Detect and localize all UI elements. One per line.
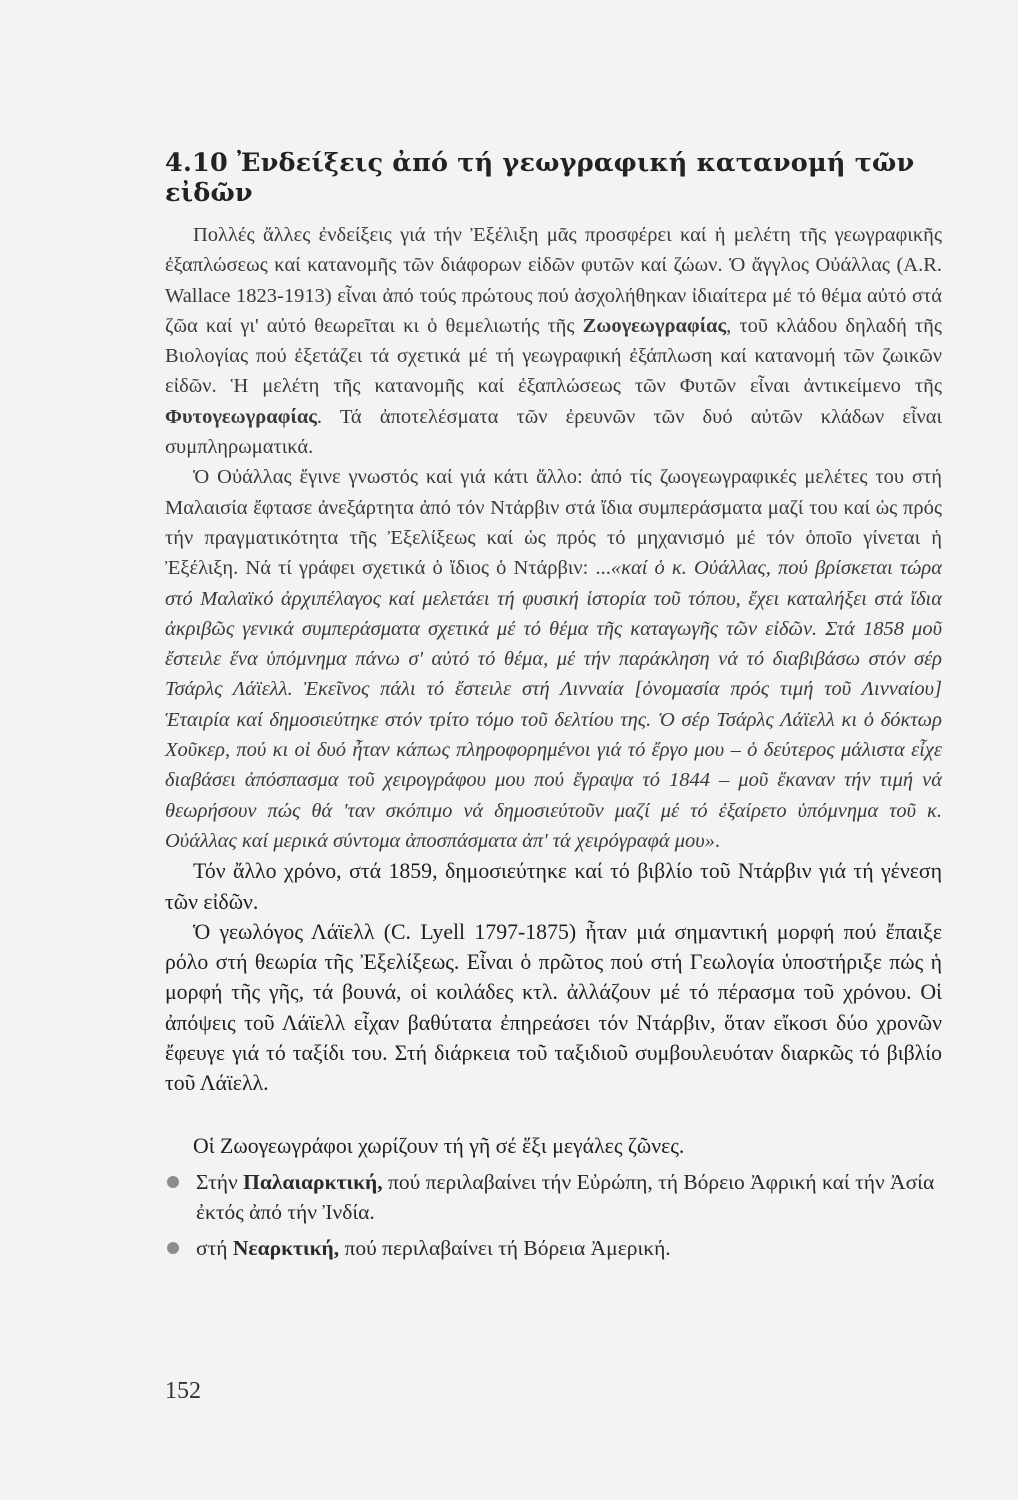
page-number: 152 <box>165 1378 201 1404</box>
term-phytogeography: Φυτογεωγραφίας <box>165 405 317 428</box>
bullet-post: πού περιλαβαίνει τή Βόρεια Ἀμερική. <box>339 1235 671 1260</box>
paragraph-wallace-quote <box>165 462 942 856</box>
bullet-nearctic <box>165 1233 942 1263</box>
bullet-dot-icon <box>167 1176 179 1188</box>
bullet-text <box>196 1233 671 1263</box>
p2-text: Ὁ Οὐάλλας ἔγινε γνωστός καί γιά κάτι ἄλλο: ἀπό τίς ζωογεωγραφικές μελέτες του στή Μαλαισία ἔφτασε ἀνεξάρτητα ἀπό τόν Ντάρβιν στά ἴδια συμπεράσματα μαζί του καί ὡς πρός τήν πραγματικότητα τῆς Ἐξελίξεως καί ὡς πρός τό μηχανισμό μέ τόν ὁποῖο γίνεται ἡ Ἐξέλιξη. Νά τί γράφει σχετικά ὁ ἴδιος ὁ Ντάρβιν: ... <box>165 466 942 580</box>
darwin-quote: «καί ὁ κ. Οὐάλλας, πού βρίσκεται τώρα στό Μαλαϊκό ἀρχιπέλαγος καί μελετάει τή φυσική ἱστορία τοῦ τόπου, ἔχει καταλήξει στά ἴδια ἀκριβῶς γενικά συμπεράσματα σχετικά μέ τό θέμα τῆς καταγωγῆς τῶν εἰδῶν. Στά 1858 μοῦ ἔστειλε ἕνα ὑπόμνημα πάνω σ' αὐτό τό θέμα, μέ τήν παράκληση νά τό διαβιβάσω στόν σέρ Τσάρλς Λάϊελλ. Ἐκεῖνος πάλι τό ἔστειλε στή Λινναία [ὀνομασία πρός τιμή τοῦ Λινναίου] Ἑταιρία καί δημοσιεύτηκε στόν τρίτο τόμο τοῦ δελτίου της. Ὁ σέρ Τσάρλς Λάϊελλ κι ὁ δόκτωρ Χοῦκερ, πού κι οἱ δυό ἦταν κάπως πληροφορημένοι γιά τό ἔργο μου – ὁ δεύτερος μάλιστα εἶχε διαβάσει ἀπόσπασμα τοῦ χειρογράφου μου πού ἔγραψα τό 1844 – μοῦ ἔκαναν τήν τιμή νά θεωρήσουν πώς θά 'ταν σκόπιμο νά δημοσιεύτοῦν μαζί μέ τό ἐξαίρετο ὑπόμνημα τοῦ κ. Οὐάλλας καί μερικά σύντομα ἀποσπάσματα ἀπ' τά χειρόγραφά μου» <box>165 557 943 852</box>
term-palearctic: Παλαιαρκτική, <box>243 1169 383 1194</box>
bullet-post: πού περιλαβαίνει τήν Εὐρώπη, τή Βόρειο Ἀφρική καί τήν Ἀσία ἐκτός ἀπό τήν Ἰνδία. <box>196 1169 935 1224</box>
section-title: 4.10 Ἐνδείξεις ἀπό τή γεωγραφική κατανομή τῶν εἰδῶν <box>165 148 915 208</box>
bullet-text <box>196 1167 942 1227</box>
p1-text-c: , τοῦ κλάδου δηλαδή τῆς Βιολογίας πού ἐξετάζει τά σχετικά μέ τή γεωγραφική ἐξάπλωση καί κατανομή τῶν ζωικῶν εἰδῶν. Ἡ μελέτη τῆς κατανομῆς καί ἐξαπλώσεως τῶν Φυτῶν εἶναι ἀντικείμενο τῆς <box>165 314 942 398</box>
bullet-pre: στή <box>196 1235 233 1260</box>
term-nearctic: Νεαρκτική, <box>232 1235 340 1260</box>
page-body <box>165 148 942 1263</box>
paragraph-zones-intro: Οἱ Ζωογεωγράφοι χωρίζουν τή γῆ σέ ἕξι μεγάλες ζῶνες. <box>193 1133 685 1158</box>
p2-end: . <box>714 829 721 852</box>
bullet-palearctic <box>165 1167 942 1227</box>
term-zoogeography: Ζωογεωγραφίας <box>582 314 727 337</box>
p1-text-d: . Τά ἀποτελέσματα τῶν ἐρευνῶν τῶν δυό αὐτῶν κλάδων εἶναι συμπληρωματικά. <box>165 405 942 459</box>
paragraph-lyell: Ὁ γεωλόγος Λάϊελλ (C. Lyell 1797-1875) ἦταν μιά σημαντική μορφή πού ἔπαιξε ρόλο στή θεωρία τῆς Ἐξελίξεως. Εἶναι ὁ πρῶτος πού στή Γεωλογία ὑποστήριξε πώς ἡ μορφή τῆς γῆς, τά βουνά, οἱ κοιλάδες κτλ. ἀλλάζουν μέ τό πέρασμα τοῦ χρόνου. Οἱ ἀπόψεις τοῦ Λάϊελλ εἶχαν βαθύτατα ἐπηρεάσει τόν Ντάρβιν, ὅταν εἴκοσι δύο χρονῶν ἔφευγε γιά τό ταξίδι του. Στή διάρκεια τοῦ ταξιδιοῦ συμβουλευόταν διαρκῶς τό βιβλίο τοῦ Λάϊελλ. <box>165 919 942 1096</box>
p1-text-a: Πολλές ἄλλες ἐνδείξεις γιά τήν Ἐξέλιξη μᾶς προσφέρει καί ἡ μελέτη τῆς γεωγραφικῆς ἐξαπλώσεως καί κατανομῆς τῶν διάφορων εἰδῶν φυτῶν καί ζώων. Ὁ ἄγγλος Οὐάλλας (A.R. Wallace 1823-1913) εἶναι ἀπό τούς πρώτους πού ἀσχολήθηκαν ἰδιαίτερα μέ τό θέμα αὐτό στά ζῶα καί γι' αὐτό θεωρεῖται κι ὁ θεμελιωτής τῆς <box>165 224 942 337</box>
paragraph-zoogeography <box>165 220 942 462</box>
bullet-pre: Στήν <box>196 1169 244 1194</box>
paragraph-origin-of-species: Τόν ἄλλο χρόνο, στά 1859, δημοσιεύτηκε καί τό βιβλίο τοῦ Ντάρβιν γιά τή γένεση τῶν εἰδῶν. <box>165 859 942 914</box>
bullet-dot-icon <box>167 1242 179 1254</box>
